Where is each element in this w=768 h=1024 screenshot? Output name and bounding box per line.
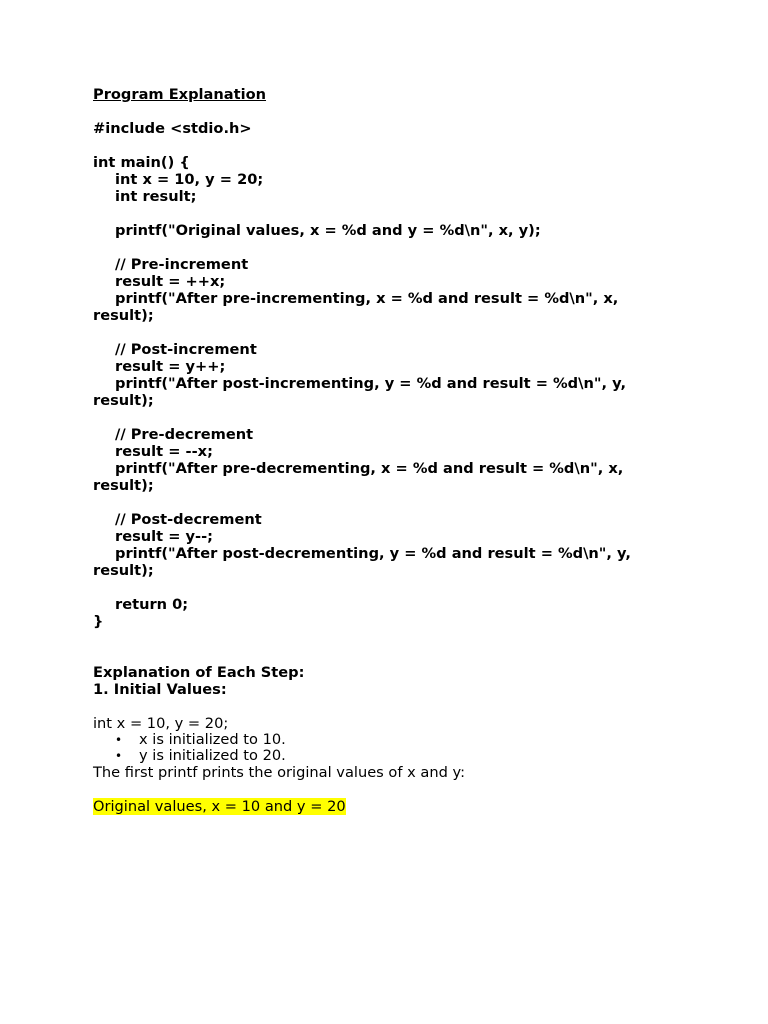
code-line: result = --x; <box>115 443 213 460</box>
code-block <box>93 120 713 630</box>
code-line: printf("Original values, x = %d and y = %d\n", x, y); <box>115 222 541 239</box>
bullet-icon: • <box>115 733 123 747</box>
page-title: Program Explanation <box>93 86 267 103</box>
code-blank-line <box>93 409 713 426</box>
list-item <box>93 732 713 748</box>
code-line: // Post-decrement <box>115 511 262 528</box>
code-blank-line <box>93 137 713 154</box>
code-blank-line <box>93 239 713 256</box>
bullet-list <box>93 732 713 764</box>
code-line: result); <box>93 307 154 324</box>
code-line: // Post-increment <box>115 341 257 358</box>
code-line: result); <box>93 562 154 579</box>
step1-heading: 1. Initial Values: <box>93 681 227 698</box>
spacer <box>93 781 713 798</box>
spacer <box>93 103 713 120</box>
bullet-text: x is initialized to 10. <box>139 731 286 748</box>
code-line: result); <box>93 477 154 494</box>
code-line: // Pre-increment <box>115 256 249 273</box>
code-line: printf("After pre-decrementing, x = %d and result = %d\n", x, <box>115 460 624 477</box>
code-line: int x = 10, y = 20; <box>115 171 264 188</box>
spacer <box>93 630 713 664</box>
output-highlight: Original values, x = 10 and y = 20 <box>93 798 346 815</box>
bullet-text: y is initialized to 20. <box>139 747 286 764</box>
code-line: // Pre-decrement <box>115 426 254 443</box>
printf-note: The first printf prints the original values of x and y: <box>93 764 465 781</box>
code-line: result = ++x; <box>115 273 226 290</box>
code-line: result = y--; <box>115 528 214 545</box>
code-line: #include <stdio.h> <box>93 120 252 137</box>
code-line: return 0; <box>115 596 189 613</box>
code-line: } <box>93 613 104 630</box>
code-blank-line <box>93 324 713 341</box>
declaration-line: int x = 10, y = 20; <box>93 715 229 732</box>
explanation-heading: Explanation of Each Step: <box>93 664 305 681</box>
code-line: result); <box>93 392 154 409</box>
code-blank-line <box>93 494 713 511</box>
document-page <box>93 86 713 815</box>
code-line: int result; <box>115 188 197 205</box>
code-line: int main() { <box>93 154 190 171</box>
code-line: result = y++; <box>115 358 226 375</box>
code-line: printf("After pre-incrementing, x = %d and result = %d\n", x, <box>115 290 619 307</box>
code-line: printf("After post-decrementing, y = %d and result = %d\n", y, <box>115 545 631 562</box>
code-blank-line <box>93 579 713 596</box>
code-blank-line <box>93 205 713 222</box>
list-item <box>93 748 713 764</box>
code-line: printf("After post-incrementing, y = %d and result = %d\n", y, <box>115 375 626 392</box>
spacer <box>93 698 713 715</box>
bullet-icon: • <box>115 749 123 763</box>
